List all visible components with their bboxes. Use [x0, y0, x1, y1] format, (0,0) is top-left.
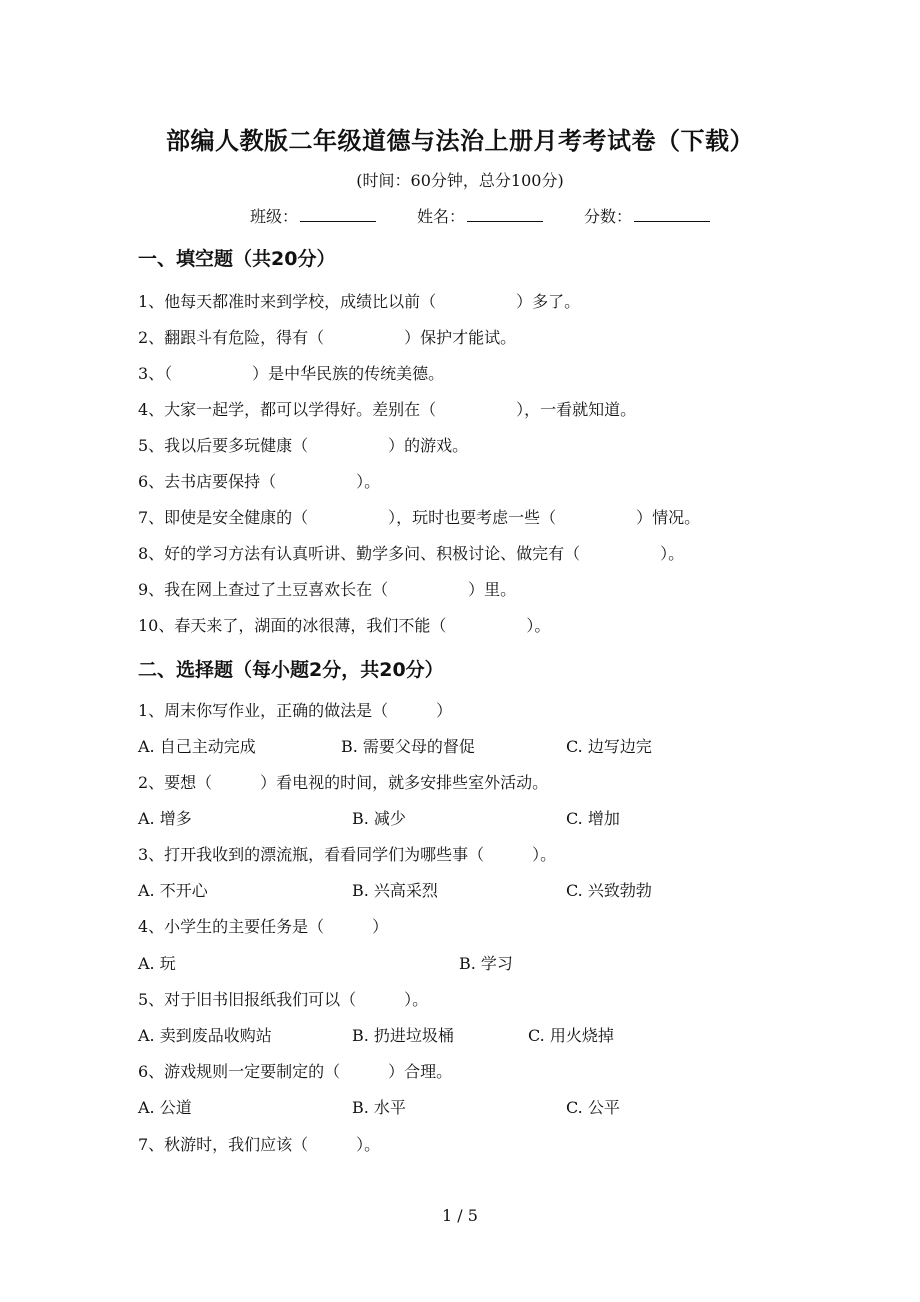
choice-question: 1、周末你写作业，正确的做法是（ ） [138, 701, 453, 720]
section-heading-fill-in: 一、填空题（共20分） [138, 248, 336, 270]
fill-question: 8、好的学习方法有认真听讲、勤学多问、积极讨论、做完有（ ）。 [138, 544, 685, 563]
choice-option: A. 卖到废品收购站 [138, 1026, 272, 1045]
choice-option: A. 自己主动完成 [138, 737, 256, 756]
choice-option: C. 公平 [566, 1098, 620, 1117]
page-number: 1 / 5 [442, 1206, 478, 1225]
page-title: 部编人教版二年级道德与法治上册月考考试卷（下载） [166, 127, 754, 155]
choice-option: B. 需要父母的督促 [341, 737, 475, 756]
name-label: 姓名： [417, 207, 466, 226]
class-blank[interactable] [300, 207, 376, 222]
choice-option: B. 学习 [459, 954, 513, 973]
choice-option: B. 水平 [352, 1098, 406, 1117]
choice-option: A. 玩 [138, 954, 176, 973]
score-blank[interactable] [634, 207, 710, 222]
choice-question: 2、要想（ ）看电视的时间，就多安排些室外活动。 [138, 773, 549, 792]
choice-option: A. 不开心 [138, 881, 208, 900]
choice-question: 5、对于旧书旧报纸我们可以（ ）。 [138, 990, 429, 1009]
section-heading-choice: 二、选择题（每小题2分，共20分） [138, 659, 444, 681]
exam-time-info: (时间：60分钟，总分100分) [356, 171, 564, 190]
fill-question: 10、春天来了，湖面的冰很薄，我们不能（ ）。 [138, 616, 551, 635]
fill-question: 2、翻跟斗有危险，得有（ ）保护才能试。 [138, 328, 517, 347]
choice-option: A. 增多 [138, 809, 192, 828]
choice-question: 7、秋游时，我们应该（ ）。 [138, 1135, 381, 1154]
choice-question: 3、打开我收到的漂流瓶，看看同学们为哪些事（ ）。 [138, 845, 557, 864]
choice-question: 4、小学生的主要任务是（ ） [138, 917, 389, 936]
class-field [250, 204, 376, 227]
choice-option: B. 减少 [352, 809, 406, 828]
fill-question: 5、我以后要多玩健康（ ）的游戏。 [138, 436, 469, 455]
fill-question: 6、去书店要保持（ ）。 [138, 472, 381, 491]
fill-question: 4、大家一起学，都可以学得好。差别在（ ），一看就知道。 [138, 400, 637, 419]
score-field [584, 204, 710, 227]
name-blank[interactable] [467, 207, 543, 222]
choice-option: B. 扔进垃圾桶 [352, 1026, 454, 1045]
score-label: 分数： [584, 207, 633, 226]
fill-question: 7、即使是安全健康的（ ），玩时也要考虑一些（ ）情况。 [138, 508, 701, 527]
choice-question: 6、游戏规则一定要制定的（ ）合理。 [138, 1062, 453, 1081]
choice-option: B. 兴高采烈 [352, 881, 438, 900]
choice-option: A. 公道 [138, 1098, 192, 1117]
fill-question: 3、（ ）是中华民族的传统美德。 [138, 364, 445, 383]
class-label: 班级： [250, 207, 299, 226]
choice-option: C. 边写边完 [566, 737, 652, 756]
choice-option: C. 增加 [566, 809, 620, 828]
choice-option: C. 用火烧掉 [528, 1026, 614, 1045]
name-field [417, 204, 543, 227]
choice-option: C. 兴致勃勃 [566, 881, 652, 900]
fill-question: 1、他每天都准时来到学校，成绩比以前（ ）多了。 [138, 292, 581, 311]
fill-question: 9、我在网上查过了土豆喜欢长在（ ）里。 [138, 580, 517, 599]
